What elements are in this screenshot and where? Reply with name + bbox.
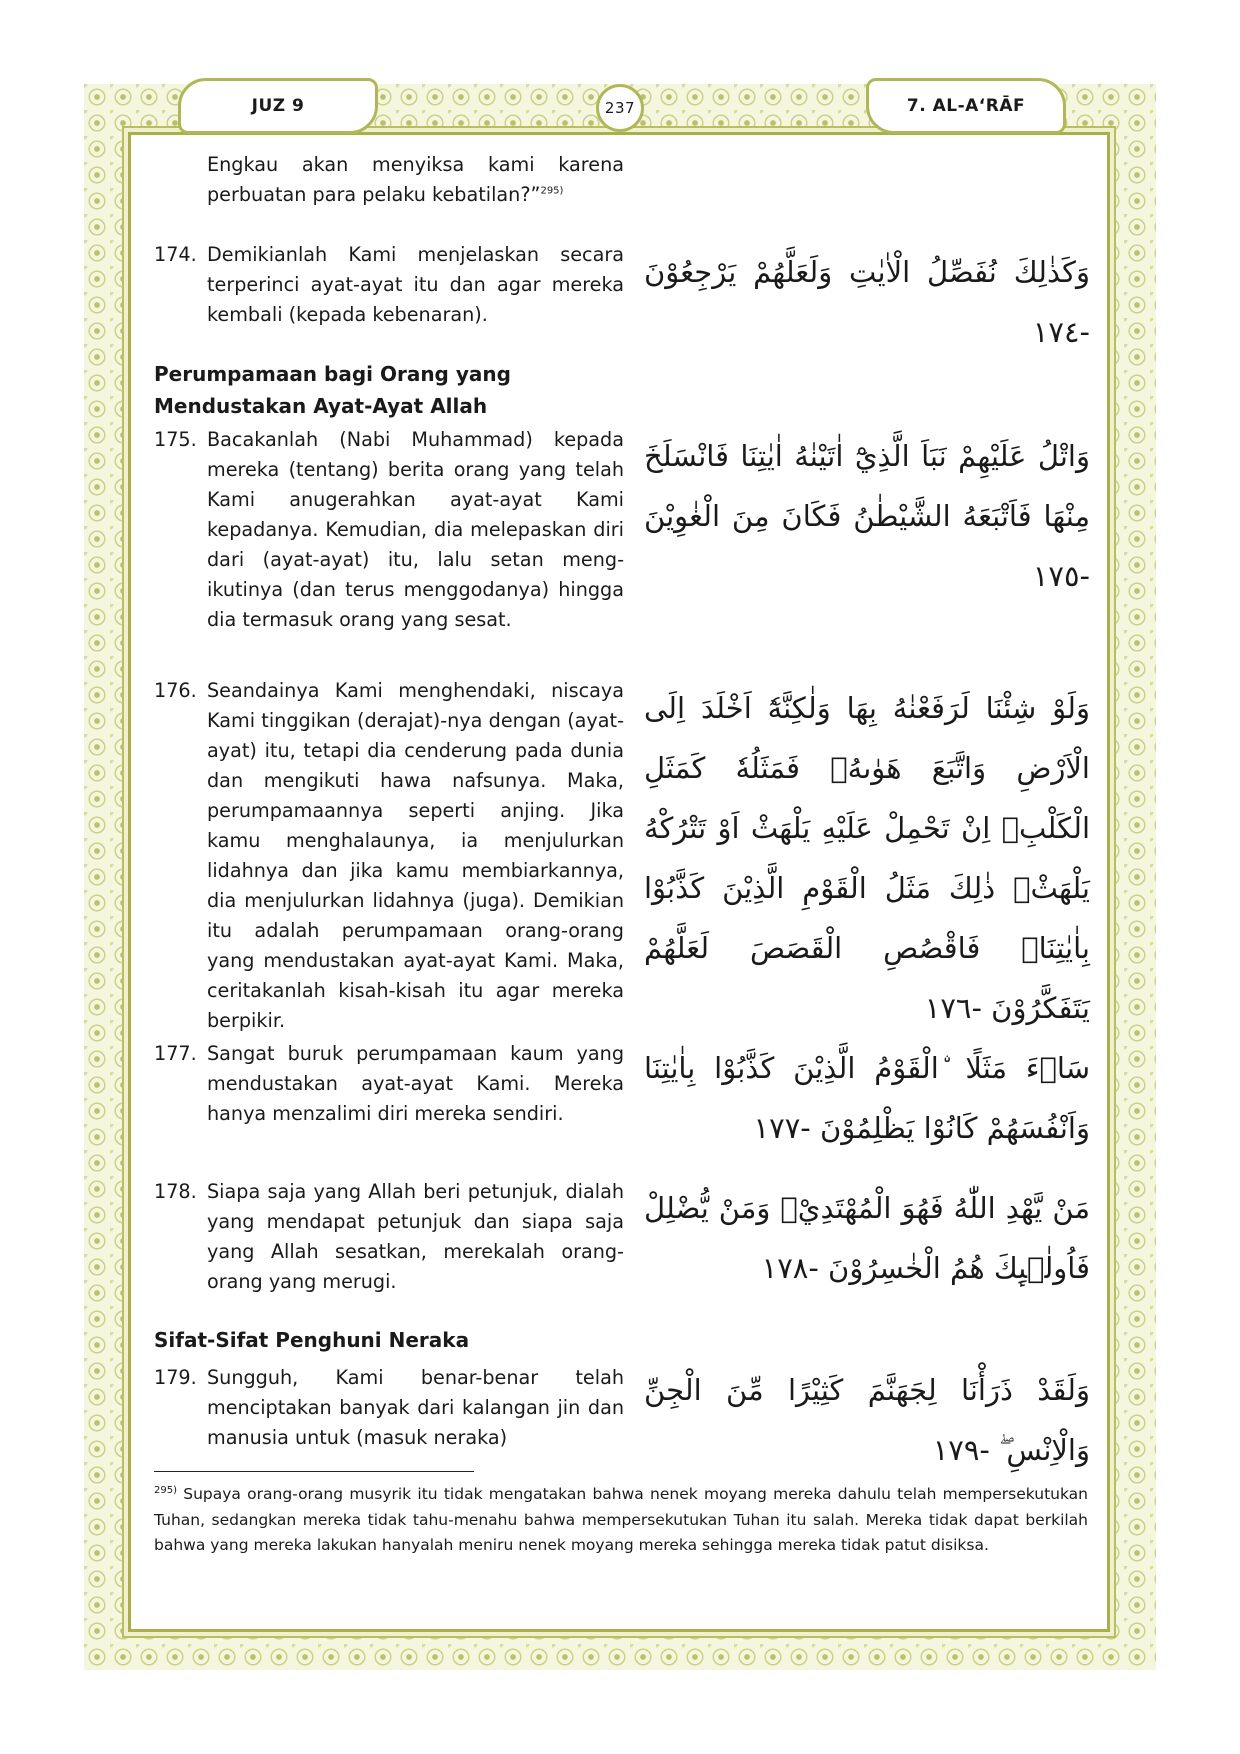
verse-177-arabic: سَاۤءَ مَثَلًا ۨالْقَوْمُ الَّذِيْنَ كَذَّبُوْا بِاٰيٰتِنَا وَاَنْفُسَهُمْ كَانُوْا يَظْلِمُوْنَ -١٧٧: [644, 1051, 1090, 1145]
verse-translation: Sangat buruk perumpamaan kaum yang mendustakan ayat-ayat Kami. Mereka hanya menzalimi diri mereka sendiri.: [207, 1042, 624, 1125]
verse-177: [154, 1039, 624, 1129]
juz-label: JUZ 9: [178, 78, 378, 134]
verse-number: 178.: [154, 1180, 197, 1203]
footnote-divider: [154, 1471, 474, 1472]
verse-number: 176.: [154, 679, 197, 702]
surah-label: 7. AL-A‘RĀF: [866, 78, 1066, 134]
page-number: 237: [596, 84, 644, 132]
footnote-text: Supaya orang-orang musyrik itu tidak mengatakan bahwa nenek moyang mereka dahulu telah mempersekutukan Tuhan, sedangkan mereka tidak tahu-menahu bahwa mempersekutukan Tuhan itu salah. Mereka tidak dapat berkilah bahwa yang mereka lakukan hanyalah meniru nenek moyang mereka sehingga mereka tidak patut disiksa.: [154, 1485, 1088, 1554]
verse-175: [154, 425, 624, 635]
verse-translation: Demikianlah Kami menjelaskan secara terperinci ayat-ayat itu dan agar mereka kembali (kepada kebenaran).: [207, 243, 624, 326]
verse-174-arabic: وَكَذٰلِكَ نُفَصِّلُ الْاٰيٰتِ وَلَعَلَّهُمْ يَرْجِعُوْنَ -١٧٤: [644, 255, 1090, 349]
verse-174: [154, 240, 624, 330]
verse-translation: Bacakanlah (Nabi Muhammad) kepada mereka (tentang) berita orang yang telah Kami anugerahkan ayat-ayat Kami kepadanya. Kemudian, dia melepaskan diri dari (ayat-ayat) itu, lalu setan mengikutinya (dan terus menggodanya) hingga dia termasuk orang yang sesat.: [207, 428, 624, 631]
verse-176-arabic: وَلَوْ شِئْنَا لَرَفَعْنٰهُ بِهَا وَلٰكِنَّهٗٓ اَخْلَدَ اِلَى الْاَرْضِ وَاتَّبَعَ هَوٰىهُۚ فَمَثَلُهٗ كَمَثَلِ الْكَلْبِۚ اِنْ تَحْمِلْ عَلَيْهِ يَلْهَثْ اَوْ تَتْرُكْهُ يَلْهَثْۗ ذٰلِكَ مَثَلُ الْقَوْمِ الَّذِيْنَ كَذَّبُوْا بِاٰيٰتِنَاۚ فَاقْصُصِ الْقَصَصَ لَعَلَّهُمْ يَتَفَكَّرُوْنَ -١٧٦: [644, 691, 1090, 1025]
continuation-text: [154, 150, 624, 210]
footnote-marker: 295): [154, 1484, 177, 1496]
verse-translation: Sungguh, Kami benar-benar telah menciptakan banyak dari kalangan jin dan manusia untuk (masuk neraka): [207, 1366, 624, 1449]
verse-178: [154, 1177, 624, 1297]
section-heading-2: Sifat-Sifat Penghuni Neraka: [154, 1328, 470, 1352]
verse-number: 179.: [154, 1366, 197, 1389]
verse-translation: Siapa saja yang Allah beri petunjuk, dialah yang mendapat petunjuk dan siapa saja yang Allah sesatkan, merekalah orang-orang yang merugi.: [207, 1180, 624, 1293]
footnote-ref: 295): [540, 185, 564, 197]
continuation-body: Engkau akan menyiksa kami karena perbuatan para pelaku kebatilan?”: [207, 153, 624, 206]
verse-175-arabic: وَاتْلُ عَلَيْهِمْ نَبَاَ الَّذِيْٓ اٰتَيْنٰهُ اٰيٰتِنَا فَانْسَلَخَ مِنْهَا فَاَتْبَعَهُ الشَّيْطٰنُ فَكَانَ مِنَ الْغٰوِيْنَ -١٧٥: [644, 439, 1090, 593]
footnote: [154, 1482, 1088, 1559]
verse-179: [154, 1363, 624, 1453]
verse-179-arabic: وَلَقَدْ ذَرَأْنَا لِجَهَنَّمَ كَثِيْرًا مِّنَ الْجِنِّ وَالْاِنْسِ ۖ -١٧٩: [644, 1373, 1090, 1467]
verse-178-arabic: مَنْ يَّهْدِ اللّٰهُ فَهُوَ الْمُهْتَدِيْۚ وَمَنْ يُّضْلِلْ فَاُولٰۤىِٕكَ هُمُ الْخٰسِرُوْنَ -١٧٨: [644, 1191, 1090, 1285]
verse-translation: Seandainya Kami menghendaki, niscaya Kami tinggikan (derajat)-nya dengan (ayat-ayat) itu, tetapi dia cenderung pada dunia dan mengikuti hawa nafsunya. Maka, perumpamaannya seperti anjing. Jika kamu menghalaunya, ia menjulurkan lidahnya dan jika kamu membiarkannya, dia menjulurkan lidahnya (juga). Demikian itu adalah perumpamaan orang-orang yang mendustakan ayat-ayat Kami. Maka, ceritakanlah kisah-kisah itu agar mereka berpikir.: [207, 679, 624, 1032]
verse-number: 177.: [154, 1042, 197, 1065]
verse-number: 174.: [154, 243, 197, 266]
section-heading-1: Perumpamaan bagi Orang yang Mendustakan Ayat-Ayat Allah: [154, 362, 511, 418]
verse-number: 175.: [154, 428, 197, 451]
verse-176: [154, 676, 624, 1036]
